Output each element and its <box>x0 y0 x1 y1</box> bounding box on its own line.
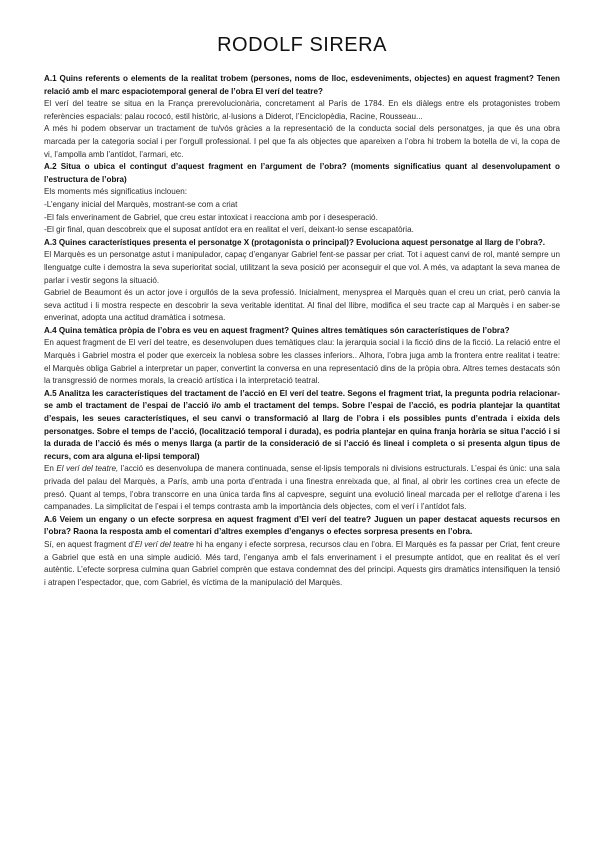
answer-a2-item-3: -El gir final, quan descobreix que el suposat antídot era en realitat el verí, deixant-lo sense escapatòria. <box>44 225 414 235</box>
answer-a3-paragraph-2: Gabriel de Beaumont és un actor jove i orgullós de la seva professió. Inicialment, menysprea el Marquès quan el creu un criat, però canvia la seva actitud i li mostra respecte en descobrir la seva veritable identitat. Al final del llibre, modifica el seu tracte cap al Marquès i en saber-se enverinat, adopta una actitud dramàtica i sotmesa. <box>44 288 560 323</box>
answer-a5-work-title: El verí del teatre, <box>56 464 119 474</box>
question-a2: A.2 Situa o ubica el contingut d’aquest fragment en l’argument de l’obra? (moments significatius quant al desenvolupament o l’estructura de l’obra) <box>44 162 560 184</box>
answer-a6-work-title: El verí del teatre <box>134 539 194 549</box>
answer-a1-paragraph-2: A més hi podem observar un tractament de tu/vós gràcies a la representació de la conducta social dels personatges, ja que és una obra marcada per la categoria social i per l’orgull professional. I pel que fa als objectes que apareixen a l’obra hi trobem la botella de vi, la copa de vi, l’ampolla amb l’antídot, l’armari, etc. <box>44 124 560 159</box>
answer-a5-prefix: En <box>44 464 57 474</box>
answer-a2-item-2: -El fals enverinament de Gabriel, que creu estar intoxicat i reacciona amb por i desesperació. <box>44 212 378 222</box>
question-a3: A.3 Quines característiques presenta el personatge X (protagonista o principal)? Evoluciona aquest personatge al llarg de l’obra?. <box>44 237 546 247</box>
answer-a4-paragraph-1: En aquest fragment de El verí del teatre, es desenvolupen dues temàtiques clau: la jerarquia social i la ficció dins de la ficció. La relació entre el Marquès i Gabriel mostra el poder que exerceix la noblesa sobre les classes inferiors.. Alhora, l’obra juga amb la frontera entre realitat i teatre: el Marquès obliga Gabriel a interpretar un paper, convertint la conversa en una representació dins de la pròpia obra. Altres temes destacats són la transgressió de normes morals, la creació artística i la interpretació teatral. <box>44 338 560 386</box>
answer-a6-prefix: Sí, en aquest fragment d’ <box>44 539 135 549</box>
answer-a5-rest: l’acció es desenvolupa de manera continuada, sense el·lipsis temporals ni divisions estructurals. L’espai és únic: una sala privada del palau del Marquès, a París, amb una porta d’entrada i una finestra enreixada que, al final, al obrir les cortines crea un efecte de presó. Quant al temps, l’obra transcorre en una única tarda fins al capvespre, seguint una evolució lineal marcada per el rellotge d’arena i les campanades. La simplicitat de l’espai i el temps contrasta amb la importància dels objectes, com el verí i l’antídot fals. <box>44 464 560 512</box>
question-a5-lead: A.5 Analitza les característiques del tractament de l’acció en El verí del teatre. <box>44 388 345 398</box>
answer-a6-rest: hi ha engany i efecte sorpresa, recursos clau en l’obra. El Marquès es fa passar per Criat, fent creure a Gabriel que està en una simple audició. Més tard, l’enganya amb el fals enverinament i el presumpte antídot, que en realitat és el verí autèntic. L’efecte sorpresa culmina quan Gabriel comprèn que estava condemnat des del principi. Aquests girs dramàtics intensifiquen la tensió i atrapen l’espectador, que, com Gabriel, és víctima de la manipulació del Marquès. <box>44 539 561 587</box>
question-a5 <box>44 388 560 464</box>
page-title: RODOLF SIRERA <box>217 34 387 56</box>
answer-a6-paragraph-1 <box>44 539 560 589</box>
answer-a5-paragraph-1 <box>44 463 560 513</box>
answer-a1-paragraph-1: El verí del teatre se situa en la França prerevolucionària, concretament al París de 1784. En els diàlegs entre els protagonistes trobem referències espacials: palau rococó, estil històric, al·lusions a Diderot, l’Enciclopèdia, Racine, Rousseau... <box>44 99 560 121</box>
question-a5-rest: Segons el fragment triat, la pregunta podria relacionar-se amb el tractament de l’espai de l’acció i/o amb el tractament del temps. Sobre l’espai de l’acció, es podria plantejar la quantitat d’espais, les seues característiques, el seu canvi o transformació al llarg de l’obra i els possibles punts d’entrada i eixida dels personatges. Sobre el temps de l’acció, (localització temporal i durada), es podria plantejar en quina franja horària se situa l’acció i si la durada de l’acció és més o menys llarga (a partir de la consideració de si l’acció és lineal i completa o si presenta algun tipus de recurs, com ara alguna el·lipsi temporal) <box>44 388 560 461</box>
question-a4: A.4 Quina temàtica pròpia de l’obra es veu en aquest fragment? Quines altres temàtiques són característiques de l’obra? <box>44 325 510 335</box>
answer-a2-item-1: -L’engany inicial del Marquès, mostrant-se com a criat <box>44 199 238 209</box>
question-a1: A.1 Quins referents o elements de la realitat trobem (persones, noms de lloc, esdeveniments, objectes) en aquest fragment? Tenen relació amb el marc espaciotemporal general de l’obra El verí del teatre? <box>44 74 560 96</box>
question-a6: A.6 Veiem un engany o un efecte sorpresa en aquest fragment d’El verí del teatre? Juguen un paper destacat aquests recursos en l’obra? Raona la resposta amb el comentari d’altres exemples d’enganys o efectes sorpresa presents en l’obra. <box>44 514 560 537</box>
answer-a2-intro: Els moments més significatius inclouen: <box>44 187 188 197</box>
answer-a3-paragraph-1: El Marquès es un personatge astut i manipulador, capaç d’enganyar Gabriel fent-se passar per criat. Tot i aquest canvi de rol, manté sempre un llenguatge culte i demostra la seva superioritat social, utilitzant la seva posició per aconseguir el que vol. A més, va adaptant la seva manea de parlar i vestir segons la situació. <box>44 250 560 285</box>
